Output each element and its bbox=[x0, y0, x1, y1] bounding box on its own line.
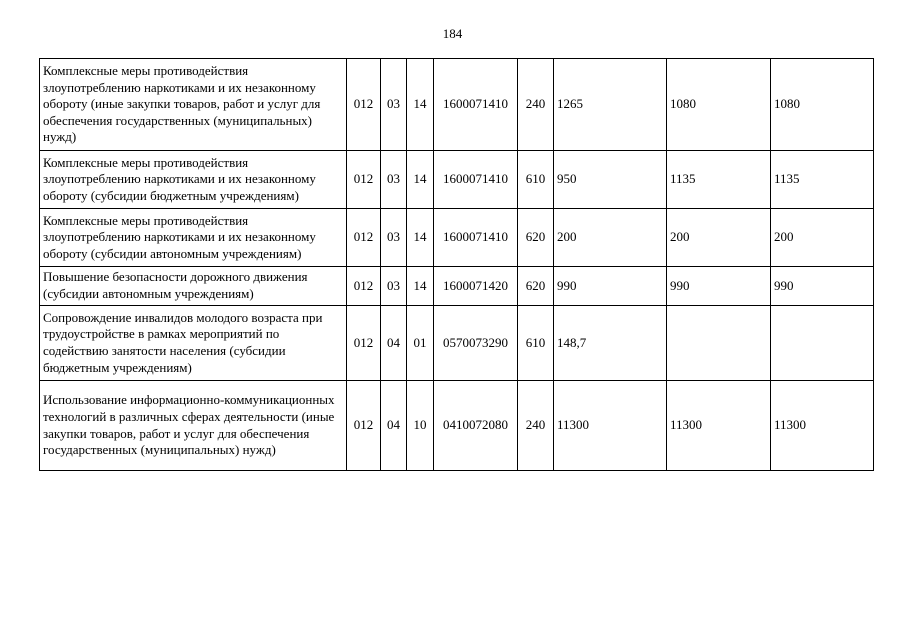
subsection-code: 14 bbox=[407, 209, 434, 267]
target-code: 1600071410 bbox=[434, 209, 518, 267]
row-description: Сопровождение инвалидов молодого возраста при трудоустройстве в рамках мероприятий по содействию занятости населения (субсидии бюджетным учреждениям) bbox=[40, 306, 347, 381]
amount-year-1: 200 bbox=[554, 209, 667, 267]
section-code: 04 bbox=[381, 381, 407, 471]
amount-year-2: 1080 bbox=[667, 59, 771, 151]
amount-year-1: 950 bbox=[554, 151, 667, 209]
target-code: 0410072080 bbox=[434, 381, 518, 471]
amount-year-2: 1135 bbox=[667, 151, 771, 209]
subsection-code: 10 bbox=[407, 381, 434, 471]
expense-type: 610 bbox=[518, 151, 554, 209]
subsection-code: 14 bbox=[407, 267, 434, 306]
row-description: Комплексные меры противодействия злоупотреблению наркотиками и их незаконному обороту (субсидии бюджетным учреждениям) bbox=[40, 151, 347, 209]
amount-year-1: 990 bbox=[554, 267, 667, 306]
section-code: 03 bbox=[381, 59, 407, 151]
amount-year-3 bbox=[771, 306, 874, 381]
section-code: 04 bbox=[381, 306, 407, 381]
ministry-code: 012 bbox=[347, 151, 381, 209]
amount-year-3: 200 bbox=[771, 209, 874, 267]
subsection-code: 14 bbox=[407, 59, 434, 151]
amount-year-3: 1135 bbox=[771, 151, 874, 209]
amount-year-2: 200 bbox=[667, 209, 771, 267]
table-row bbox=[40, 59, 874, 151]
expense-type: 620 bbox=[518, 267, 554, 306]
expense-type: 240 bbox=[518, 59, 554, 151]
amount-year-1: 11300 bbox=[554, 381, 667, 471]
amount-year-2: 11300 bbox=[667, 381, 771, 471]
row-description: Повышение безопасности дорожного движения (субсидии автономным учреждениям) bbox=[40, 267, 347, 306]
ministry-code: 012 bbox=[347, 381, 381, 471]
row-description: Комплексные меры противодействия злоупотреблению наркотиками и их незаконному обороту (субсидии автономным учреждениям) bbox=[40, 209, 347, 267]
section-code: 03 bbox=[381, 267, 407, 306]
expense-type: 240 bbox=[518, 381, 554, 471]
amount-year-3: 1080 bbox=[771, 59, 874, 151]
section-code: 03 bbox=[381, 151, 407, 209]
subsection-code: 01 bbox=[407, 306, 434, 381]
target-code: 0570073290 bbox=[434, 306, 518, 381]
table-row bbox=[40, 209, 874, 267]
table-row bbox=[40, 151, 874, 209]
amount-year-1: 1265 bbox=[554, 59, 667, 151]
ministry-code: 012 bbox=[347, 267, 381, 306]
expense-type: 610 bbox=[518, 306, 554, 381]
table-row bbox=[40, 267, 874, 306]
row-description: Комплексные меры противодействия злоупотреблению наркотиками и их незаконному обороту (иные закупки товаров, работ и услуг для обеспечения государственных (муниципальных) нужд) bbox=[40, 59, 347, 151]
amount-year-3: 11300 bbox=[771, 381, 874, 471]
amount-year-2: 990 bbox=[667, 267, 771, 306]
subsection-code: 14 bbox=[407, 151, 434, 209]
target-code: 1600071420 bbox=[434, 267, 518, 306]
expense-type: 620 bbox=[518, 209, 554, 267]
amount-year-3: 990 bbox=[771, 267, 874, 306]
target-code: 1600071410 bbox=[434, 151, 518, 209]
page-number: 184 bbox=[442, 26, 463, 41]
budget-table bbox=[39, 58, 874, 471]
amount-year-1: 148,7 bbox=[554, 306, 667, 381]
target-code: 1600071410 bbox=[434, 59, 518, 151]
table-row bbox=[40, 306, 874, 381]
ministry-code: 012 bbox=[347, 59, 381, 151]
section-code: 03 bbox=[381, 209, 407, 267]
ministry-code: 012 bbox=[347, 306, 381, 381]
table-row bbox=[40, 381, 874, 471]
row-description: Использование информационно-коммуникационных технологий в различных сферах деятельности (иные закупки товаров, работ и услуг для обеспечения государственных (муниципальных) нужд) bbox=[40, 381, 347, 471]
amount-year-2 bbox=[667, 306, 771, 381]
ministry-code: 012 bbox=[347, 209, 381, 267]
